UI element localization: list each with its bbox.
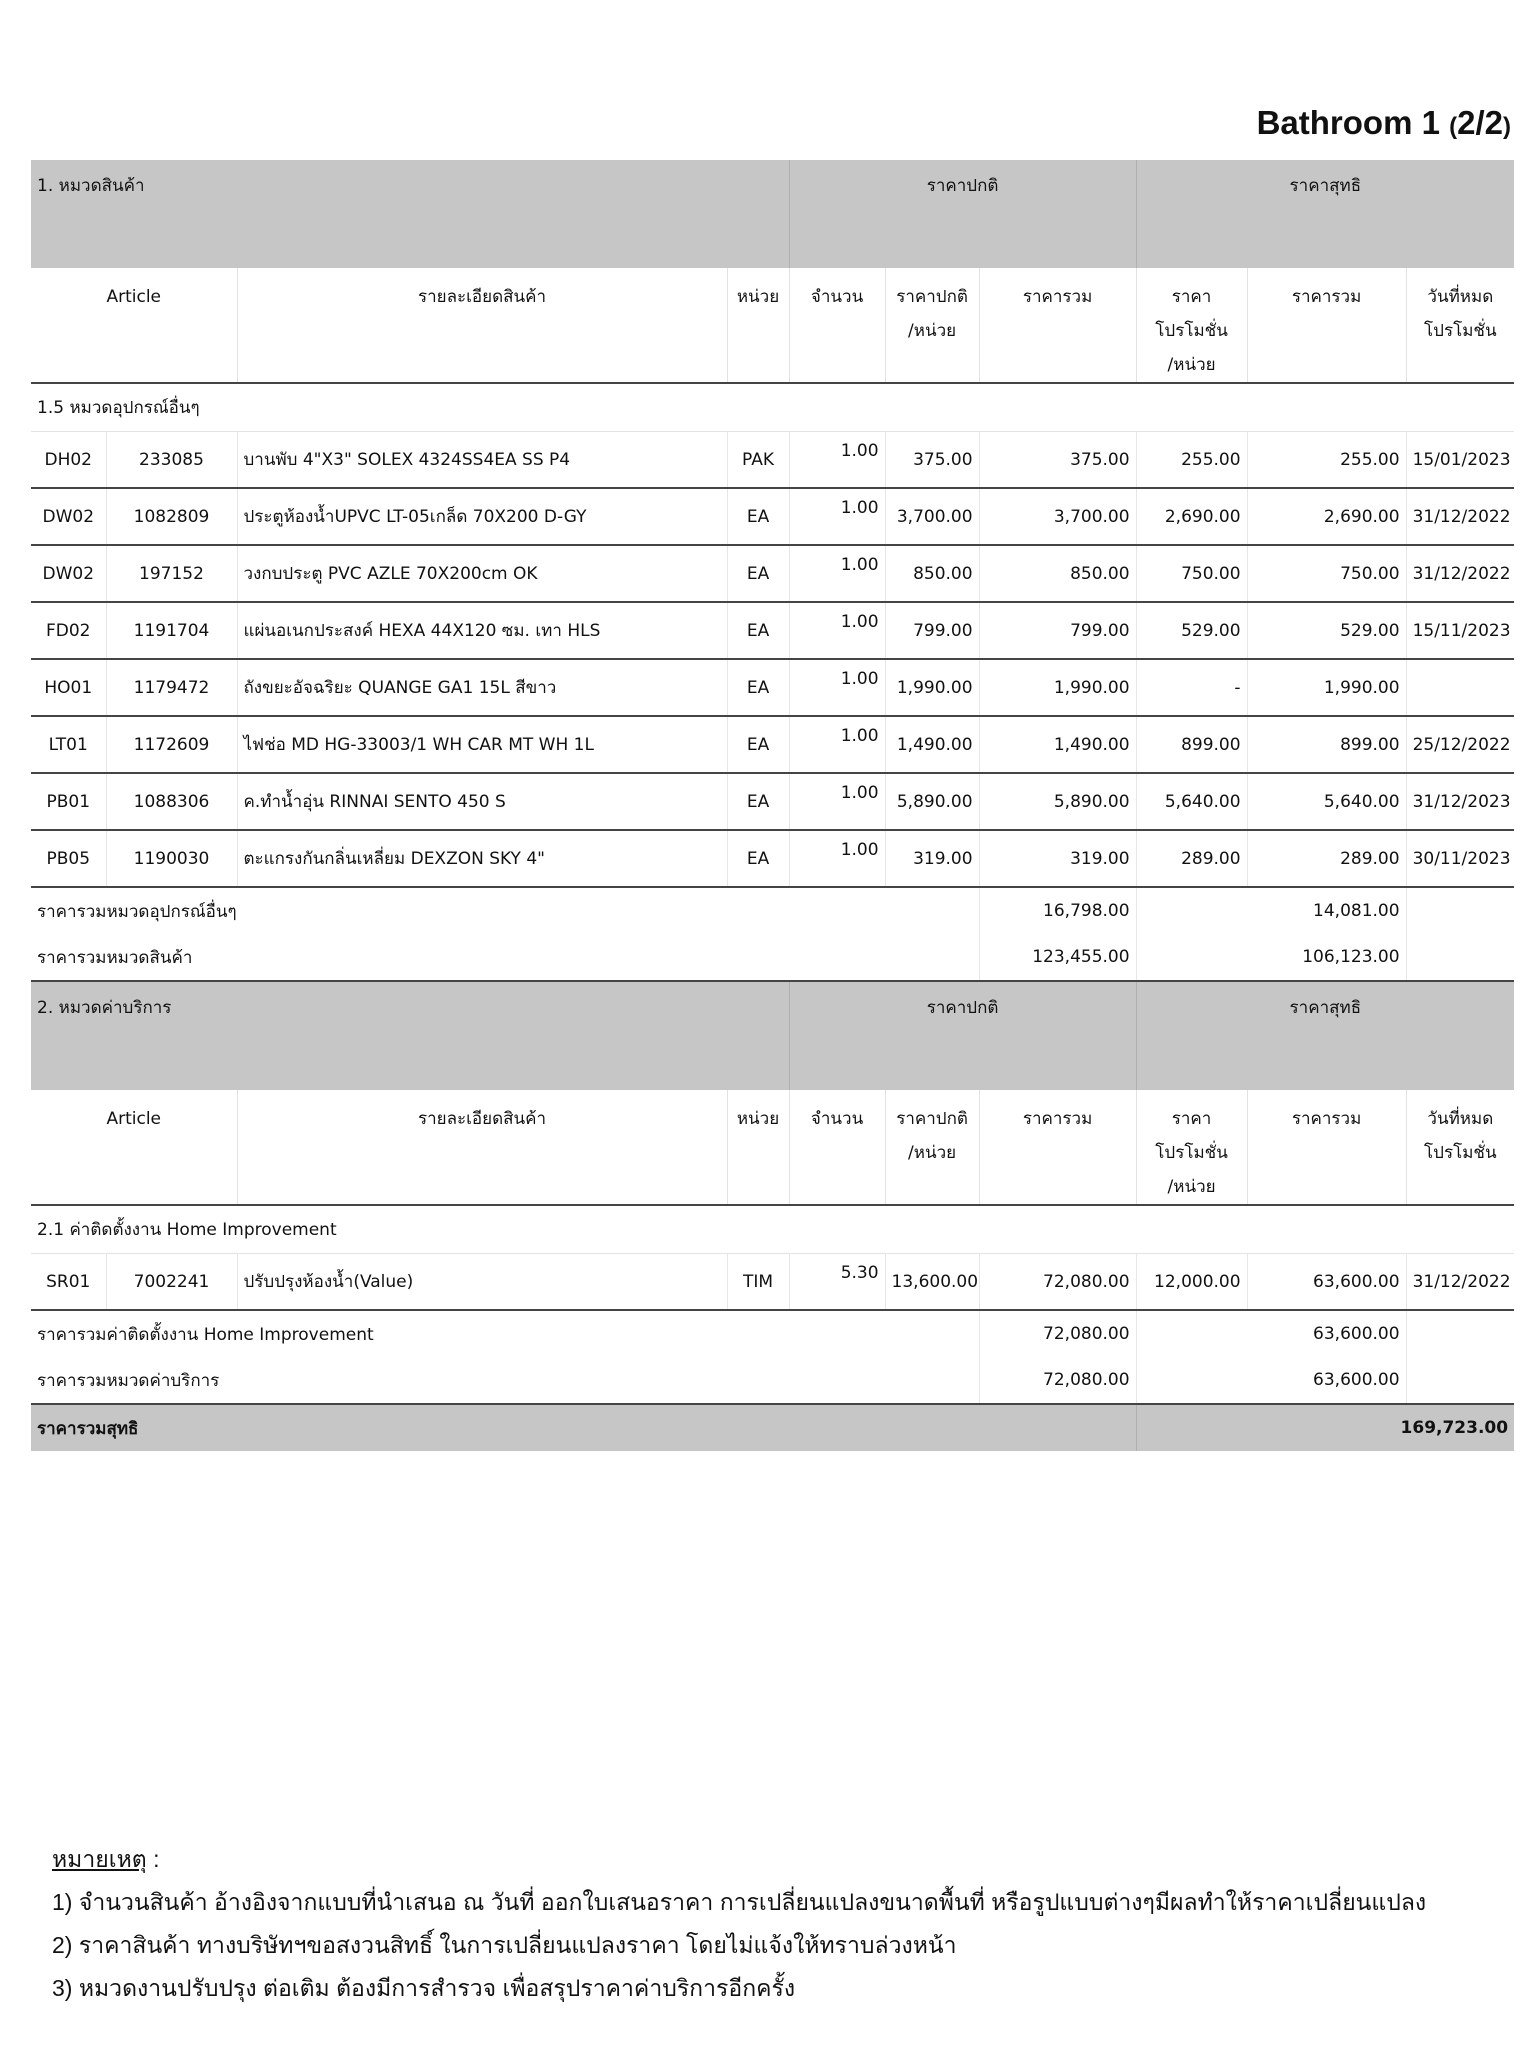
- category-total-net: 63,600.00: [1136, 1357, 1406, 1404]
- col-header-expiry: [1406, 1090, 1514, 1205]
- col-header-unit: หน่วย: [727, 268, 789, 383]
- col-header-promo: [1136, 1090, 1247, 1205]
- item-promo-price: 289.00: [1136, 830, 1247, 887]
- category-total-row: [31, 1357, 1514, 1404]
- category-total-label: ราคารวมหมวดสินค้า: [31, 934, 979, 981]
- item-total: 850.00: [979, 545, 1136, 602]
- item-expiry: 25/12/2022: [1406, 716, 1514, 773]
- category-total-row: [31, 934, 1514, 981]
- notes-colon: :: [146, 1846, 160, 1872]
- item-total: 5,890.00: [979, 773, 1136, 830]
- category-total-net: 106,123.00: [1136, 934, 1406, 981]
- quotation-table: [31, 160, 1514, 1451]
- item-expiry: [1406, 659, 1514, 716]
- item-net-total: 750.00: [1247, 545, 1406, 602]
- item-article: 233085: [106, 432, 237, 489]
- subtotal-net: 63,600.00: [1136, 1310, 1406, 1357]
- item-expiry: 30/11/2023: [1406, 830, 1514, 887]
- item-qty: 5.30: [789, 1254, 885, 1311]
- item-description: ไฟช่อ MD HG-33003/1 WH CAR MT WH 1L: [237, 716, 727, 773]
- item-expiry: 31/12/2022: [1406, 545, 1514, 602]
- subtotal-row: [31, 887, 1514, 934]
- subsection-title: 1.5 หมวดอุปกรณ์อื่นๆ: [31, 383, 1514, 432]
- item-net-total: 5,640.00: [1247, 773, 1406, 830]
- item-net-total: 255.00: [1247, 432, 1406, 489]
- header-line: ราคา: [1171, 1109, 1212, 1129]
- header-line: วันที่หมด: [1427, 287, 1494, 307]
- item-net-total: 1,990.00: [1247, 659, 1406, 716]
- item-qty: 1.00: [789, 830, 885, 887]
- item-description: วงกบประตู PVC AZLE 70X200cm OK: [237, 545, 727, 602]
- table-row: [31, 830, 1514, 887]
- section-header-band: [31, 981, 1514, 1090]
- item-unit: EA: [727, 545, 789, 602]
- empty-cell: [1406, 1357, 1514, 1404]
- column-header-row: [31, 268, 1514, 383]
- item-net-total: 2,690.00: [1247, 488, 1406, 545]
- item-code: DH02: [31, 432, 106, 489]
- item-article: 1088306: [106, 773, 237, 830]
- item-price: 799.00: [885, 602, 979, 659]
- table-row: [31, 773, 1514, 830]
- normal-price-group-label: ราคาปกติ: [789, 160, 1136, 268]
- empty-cell: [1406, 887, 1514, 934]
- normal-price-group-label: ราคาปกติ: [789, 981, 1136, 1090]
- item-description: แผ่นอเนกประสงค์ HEXA 44X120 ซม. เทา HLS: [237, 602, 727, 659]
- item-article: 7002241: [106, 1254, 237, 1311]
- col-header-description: รายละเอียดสินค้า: [237, 1090, 727, 1205]
- item-price: 1,990.00: [885, 659, 979, 716]
- item-unit: EA: [727, 773, 789, 830]
- item-total: 375.00: [979, 432, 1136, 489]
- grand-total-row: [31, 1404, 1514, 1451]
- net-price-group-label: ราคาสุทธิ: [1136, 160, 1514, 268]
- header-line: ราคา: [1171, 287, 1212, 307]
- item-promo-price: 12,000.00: [1136, 1254, 1247, 1311]
- item-price: 850.00: [885, 545, 979, 602]
- item-code: DW02: [31, 488, 106, 545]
- note-line: 1) จำนวนสินค้า อ้างอิงจากแบบที่นำเสนอ ณ วันที่ ออกใบเสนอราคา การเปลี่ยนแปลงขนาดพื้นที่ หรือรูปแบบต่างๆมีผลทำให้ราคาเปลี่ยนแปลง: [52, 1889, 1427, 1915]
- col-header-article: Article: [31, 268, 237, 383]
- item-article: 1172609: [106, 716, 237, 773]
- table-row: [31, 545, 1514, 602]
- item-qty: 1.00: [789, 602, 885, 659]
- item-promo-price: 529.00: [1136, 602, 1247, 659]
- item-total: 319.00: [979, 830, 1136, 887]
- item-promo-price: -: [1136, 659, 1247, 716]
- header-line: โปรโมชั่น: [1155, 1143, 1228, 1163]
- col-header-article: Article: [31, 1090, 237, 1205]
- header-line: โปรโมชั่น: [1424, 321, 1497, 341]
- item-code: PB05: [31, 830, 106, 887]
- item-expiry: 31/12/2022: [1406, 1254, 1514, 1311]
- table-row: [31, 659, 1514, 716]
- header-line: วันที่หมด: [1427, 1109, 1494, 1129]
- col-header-total: ราคารวม: [979, 268, 1136, 383]
- item-price: 5,890.00: [885, 773, 979, 830]
- item-qty: 1.00: [789, 545, 885, 602]
- table-row: [31, 432, 1514, 489]
- item-qty: 1.00: [789, 716, 885, 773]
- title-close-paren: ): [1503, 113, 1511, 140]
- item-description: บานพับ 4"X3" SOLEX 4324SS4EA SS P4: [237, 432, 727, 489]
- title-open-paren: (: [1449, 113, 1458, 140]
- item-unit: EA: [727, 716, 789, 773]
- empty-cell: [1406, 1310, 1514, 1357]
- col-header-net-total: ราคารวม: [1247, 1090, 1406, 1205]
- item-total: 1,990.00: [979, 659, 1136, 716]
- subtotal-label: ราคารวมหมวดอุปกรณ์อื่นๆ: [37, 901, 237, 922]
- col-header-net-total: ราคารวม: [1247, 268, 1406, 383]
- item-description: ประตูห้องน้ำUPVC LT-05เกล็ด 70X200 D-GY: [237, 488, 727, 545]
- table-row: [31, 602, 1514, 659]
- item-expiry: 31/12/2023: [1406, 773, 1514, 830]
- subtotal-row: [31, 1310, 1514, 1357]
- item-article: 1191704: [106, 602, 237, 659]
- item-unit: EA: [727, 830, 789, 887]
- item-net-total: 529.00: [1247, 602, 1406, 659]
- item-promo-price: 2,690.00: [1136, 488, 1247, 545]
- col-header-description: รายละเอียดสินค้า: [237, 268, 727, 383]
- item-description: ตะแกรงกันกลิ่นเหลี่ยม DEXZON SKY 4": [237, 830, 727, 887]
- page-title: [1257, 104, 1511, 142]
- item-code: FD02: [31, 602, 106, 659]
- item-promo-price: 5,640.00: [1136, 773, 1247, 830]
- title-main: Bathroom 1: [1256, 104, 1450, 141]
- item-article: 1179472: [106, 659, 237, 716]
- section-header-band: [31, 160, 1514, 268]
- item-total: 1,490.00: [979, 716, 1136, 773]
- item-qty: 1.00: [789, 432, 885, 489]
- item-unit: EA: [727, 602, 789, 659]
- item-expiry: 15/01/2023: [1406, 432, 1514, 489]
- subsection-row: [31, 383, 1514, 432]
- col-header-expiry: [1406, 268, 1514, 383]
- item-expiry: 31/12/2022: [1406, 488, 1514, 545]
- item-total: 3,700.00: [979, 488, 1136, 545]
- item-total: 799.00: [979, 602, 1136, 659]
- item-code: SR01: [31, 1254, 106, 1311]
- col-header-price: [885, 1090, 979, 1205]
- header-line: โปรโมชั่น: [1424, 1143, 1497, 1163]
- section-title: 2. หมวดค่าบริการ: [31, 981, 789, 1090]
- col-header-price: [885, 268, 979, 383]
- item-unit: TIM: [727, 1254, 789, 1311]
- item-net-total: 899.00: [1247, 716, 1406, 773]
- item-description: ถังขยะอัจฉริยะ QUANGE GA1 15L สีขาว: [237, 659, 727, 716]
- item-unit: PAK: [727, 432, 789, 489]
- item-expiry: 15/11/2023: [1406, 602, 1514, 659]
- header-line: /หน่วย: [908, 1143, 957, 1163]
- grand-total-value: 169,723.00: [1136, 1404, 1514, 1451]
- table-row: [31, 488, 1514, 545]
- item-qty: 1.00: [789, 773, 885, 830]
- col-header-promo: [1136, 268, 1247, 383]
- notes-title: หมายเหตุ: [52, 1846, 147, 1872]
- empty-cell: [1406, 934, 1514, 981]
- col-header-unit: หน่วย: [727, 1090, 789, 1205]
- item-article: 197152: [106, 545, 237, 602]
- item-article: 1190030: [106, 830, 237, 887]
- table-row: [31, 716, 1514, 773]
- item-promo-price: 899.00: [1136, 716, 1247, 773]
- item-net-total: 63,600.00: [1247, 1254, 1406, 1311]
- header-line: โปรโมชั่น: [1155, 321, 1228, 341]
- quotation-body: [31, 160, 1514, 1451]
- net-price-group-label: ราคาสุทธิ: [1136, 981, 1514, 1090]
- category-total-normal: 72,080.00: [979, 1357, 1136, 1404]
- subtotal-label: ราคารวมค่าติดตั้งงาน Home Improvement: [37, 1324, 374, 1345]
- header-line: /หน่วย: [1167, 355, 1216, 375]
- item-article: 1082809: [106, 488, 237, 545]
- item-price: 13,600.00: [885, 1254, 979, 1311]
- subtotal-net: 14,081.00: [1136, 887, 1406, 934]
- item-net-total: 289.00: [1247, 830, 1406, 887]
- table-row: [31, 1254, 1514, 1311]
- item-unit: EA: [727, 659, 789, 716]
- note-line: 3) หมวดงานปรับปรุง ต่อเติม ต้องมีการสำรวจ เพื่อสรุปราคาค่าบริการอีกครั้ง: [52, 1975, 796, 2001]
- note-line: 2) ราคาสินค้า ทางบริษัทฯขอสงวนสิทธิ์ ในการเปลี่ยนแปลงราคา โดยไม่แจ้งให้ทราบล่วงหน้า: [52, 1932, 957, 1958]
- header-line: /หน่วย: [1167, 1177, 1216, 1197]
- item-total: 72,080.00: [979, 1254, 1136, 1311]
- item-qty: 1.00: [789, 488, 885, 545]
- section-title: 1. หมวดสินค้า: [31, 160, 789, 268]
- item-description: ค.ทำน้ำอุ่น RINNAI SENTO 450 S: [237, 773, 727, 830]
- item-promo-price: 255.00: [1136, 432, 1247, 489]
- col-header-qty: จำนวน: [789, 1090, 885, 1205]
- header-line: /หน่วย: [908, 321, 957, 341]
- category-total-label: ราคารวมหมวดค่าบริการ: [31, 1357, 979, 1404]
- item-code: PB01: [31, 773, 106, 830]
- item-description: ปรับปรุงห้องน้ำ(Value): [237, 1254, 727, 1311]
- category-total-normal: 123,455.00: [979, 934, 1136, 981]
- item-price: 3,700.00: [885, 488, 979, 545]
- header-line: ราคาปกติ: [896, 287, 968, 307]
- item-price: 375.00: [885, 432, 979, 489]
- item-price: 319.00: [885, 830, 979, 887]
- column-header-row: [31, 1090, 1514, 1205]
- item-unit: EA: [727, 488, 789, 545]
- item-code: LT01: [31, 716, 106, 773]
- item-code: HO01: [31, 659, 106, 716]
- notes: [52, 1838, 1426, 2010]
- header-line: ราคาปกติ: [896, 1109, 968, 1129]
- subsection-title: 2.1 ค่าติดตั้งงาน Home Improvement: [31, 1205, 1514, 1254]
- item-code: DW02: [31, 545, 106, 602]
- grand-total-label: ราคารวมสุทธิ: [31, 1404, 1136, 1451]
- col-header-total: ราคารวม: [979, 1090, 1136, 1205]
- subtotal-normal: 72,080.00: [979, 1310, 1136, 1357]
- title-page-number: 2/2: [1457, 104, 1503, 141]
- subtotal-normal: 16,798.00: [979, 887, 1136, 934]
- item-price: 1,490.00: [885, 716, 979, 773]
- item-qty: 1.00: [789, 659, 885, 716]
- item-promo-price: 750.00: [1136, 545, 1247, 602]
- col-header-qty: จำนวน: [789, 268, 885, 383]
- subsection-row: [31, 1205, 1514, 1254]
